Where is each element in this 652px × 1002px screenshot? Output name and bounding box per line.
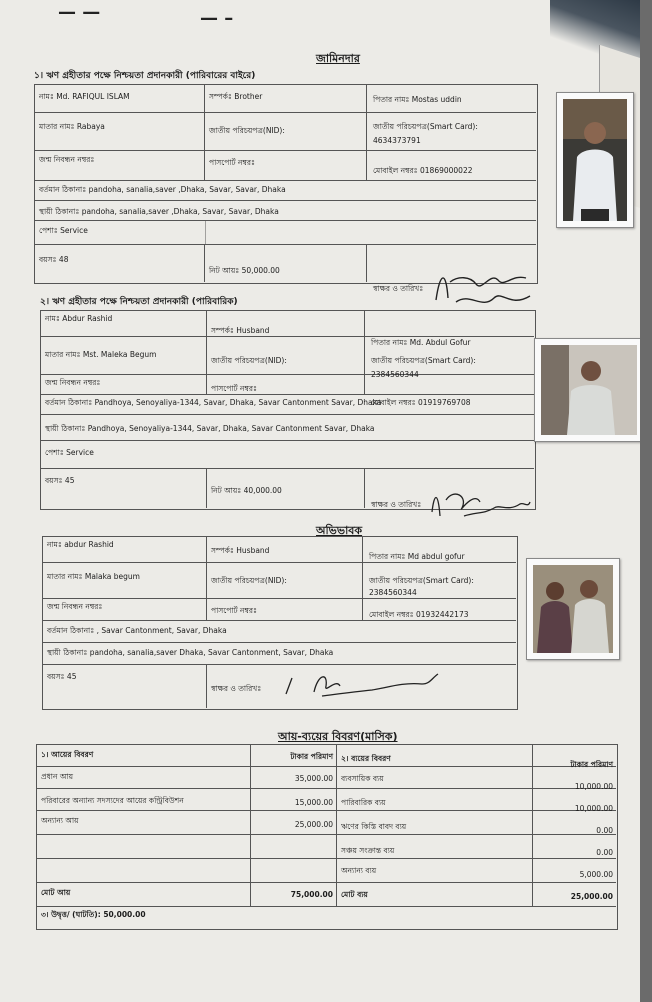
guardian-age: বয়সঃ 45 <box>47 672 77 681</box>
guarantor1-passport: পাসপোর্ট নম্বরঃ <box>209 158 255 167</box>
guarantor1-relation: সম্পর্কঃ Brother <box>209 92 263 101</box>
total-expense-label: মোট ব্যয় <box>341 890 368 899</box>
income-label: অন্যান্য আয় <box>41 816 79 825</box>
income-label: প্রধান আয় <box>41 772 74 781</box>
expense-label: পারিবারিক ব্যয় <box>341 798 386 807</box>
guardian-father: পিতার নামঃ Md abdul gofur <box>369 552 465 561</box>
income-amount: 25,000.00 <box>294 820 333 829</box>
guarantor2-name: নামঃ Abdur Rashid <box>45 314 113 323</box>
guarantor1-mobile: মোবাইল নম্বরঃ 01869000022 <box>373 166 473 175</box>
background-edge <box>550 0 640 60</box>
expense-amount: 10,000.00 <box>574 804 613 813</box>
expense-label: অন্যান্য ব্যয় <box>341 866 377 875</box>
total-expense-value: 25,000.00 <box>570 892 613 901</box>
income-amount: 15,000.00 <box>294 798 333 807</box>
guarantor1-heading: ১। ঋণ গ্রহীতার পক্ষে নিশ্চয়তা প্রদানকারী (পারিবারের বাইরে) <box>34 71 256 81</box>
guarantor2-mother: মাতার নামঃ Mst. Maleka Begum <box>45 350 157 359</box>
total-income-value: 75,000.00 <box>290 890 333 899</box>
guarantor1-age: বয়সঃ 48 <box>39 255 69 264</box>
income-label: পরিবারের অন্যান্য সদস্যদের আয়ের কন্ট্রিবিউশন <box>41 796 184 805</box>
guarantor2-age: বয়সঃ 45 <box>45 476 75 485</box>
guarantor2-passport: পাসপোর্ট নম্বরঃ <box>211 384 257 393</box>
guarantor1-net-income: নিট আয়ঃ 50,000.00 <box>209 266 280 275</box>
guarantor2-occupation: পেশাঃ Service <box>45 448 94 457</box>
guardian-smart-card: জাতীয় পরিচয়পত্র(Smart Card): <box>369 576 474 585</box>
surplus: ৩। উদ্বৃত্ত/ (ঘাটতি): 50,000.00 <box>41 910 146 919</box>
income-amount-header: টাকার পরিমাণ <box>290 752 333 761</box>
expense-amount: 0.00 <box>596 826 613 835</box>
guardian-permanent-address: স্থায়ী ঠিকানাঃ pandoha, sanalia,saver Dhaka, Savar Cantonment, Savar, Dhaka <box>47 648 334 657</box>
guarantor2-signature <box>424 482 534 522</box>
guarantor2-father: পিতার নামঃ Md. Abdul Gofur <box>371 338 471 347</box>
guardian-nid: জাতীয় পরিচয়পত্র(NID): <box>211 576 287 585</box>
guardian-photo <box>526 558 620 660</box>
guardian-name: নামঃ abdur Rashid <box>47 540 114 549</box>
guarantor2-permanent-address: স্থায়ী ঠিকানাঃ Pandhoya, Senoyaliya-1344, Savar, Dhaka, Savar Cantonment Savar, Dhaka <box>45 424 375 433</box>
guardian-passport: পাসপোর্ট নম্বরঃ <box>211 606 257 615</box>
guardian-heading: অভিভাবক <box>316 524 363 537</box>
guarantor1-table <box>34 84 538 284</box>
income-amount: 35,000.00 <box>294 774 333 783</box>
guarantor1-nid: জাতীয় পরিচয়পত্র(NID): <box>209 126 285 135</box>
expense-header: ২। ব্যয়ের বিবরণ <box>341 754 391 763</box>
guarantor1-mother: মাতার নামঃ Rabaya <box>39 122 105 131</box>
budget-heading: আয়-ব্যয়ের বিবরণ(মাসিক) <box>278 730 398 743</box>
guarantor1-sign-date: স্বাক্ষর ও তারিখঃ <box>373 284 424 293</box>
guarantor1-smart-card-no: 4634373791 <box>373 136 421 145</box>
expense-amount: 10,000.00 <box>574 782 613 791</box>
guarantor2-smart-card: জাতীয় পরিচয়পত্র(Smart Card): <box>371 356 476 365</box>
guarantor2-heading: ২। ঋণ গ্রহীতার পক্ষে নিশ্চয়তা প্রদানকারী (পারিবারিক) <box>40 297 238 307</box>
guardian-mother: মাতার নামঃ Malaka begum <box>47 572 140 581</box>
expense-amount: 5,000.00 <box>579 870 613 879</box>
expense-label: ঋণের কিস্তি বাবদ ব্যয় <box>341 822 407 831</box>
pen-mark: — – <box>200 8 234 29</box>
income-header: ১। আয়ের বিবরণ <box>41 750 94 759</box>
pen-mark: — — <box>58 2 101 23</box>
expense-label: ব্যবসায়িক ব্যয় <box>341 774 384 783</box>
guarantor2-relation: সম্পর্কঃ Husband <box>211 326 270 335</box>
guarantor2-smart-card-no: 2384560344 <box>371 370 419 379</box>
guarantor2-mobile: মোবাইল নম্বরঃ 01919769708 <box>371 398 471 407</box>
expense-amount-header: টাকার পরিমাণ <box>570 760 613 769</box>
guarantor2-present-address: বর্তমান ঠিকানাঃ Pandhoya, Senoyaliya-1344, Savar, Dhaka, Savar Cantonment Savar, Dhaka <box>45 398 382 407</box>
guardian-sign-date: স্বাক্ষর ও তারিখঃ <box>211 684 262 693</box>
guarantor1-birth-reg: জন্ম নিবন্ধন নম্বরঃ <box>39 155 95 164</box>
guarantor1-name: নামঃ Md. RAFIQUL ISLAM <box>39 92 130 101</box>
guarantor1-father: পিতার নামঃ Mostas uddin <box>373 95 462 104</box>
guarantor2-birth-reg: জন্ম নিবন্ধন নম্বরঃ <box>45 378 101 387</box>
guardian-mobile: মোবাইল নম্বরঃ 01932442173 <box>369 610 469 619</box>
guarantor1-photo <box>556 92 634 228</box>
guardian-birth-reg: জন্ম নিবন্ধন নম্বরঃ <box>47 602 103 611</box>
page-title: জামিনদার <box>316 52 360 65</box>
guarantor1-occupation: পেশাঃ Service <box>39 226 88 235</box>
guarantor2-sign-date: স্বাক্ষর ও তারিখঃ <box>371 500 422 509</box>
guardian-smart-card-no: 2384560344 <box>369 588 417 597</box>
expense-label: সঞ্চয় সংক্রান্ত ব্যয় <box>341 846 395 855</box>
guarantor2-nid: জাতীয় পরিচয়পত্র(NID): <box>211 356 287 365</box>
total-income-label: মোট আয় <box>41 888 71 897</box>
guardian-relation: সম্পর্কঃ Husband <box>211 546 270 555</box>
expense-amount: 0.00 <box>596 848 613 857</box>
guarantor1-smart-card: জাতীয় পরিচয়পত্র(Smart Card): <box>373 122 478 131</box>
guardian-present-address: বর্তমান ঠিকানাঃ , Savar Cantonment, Savar, Dhaka <box>47 626 227 635</box>
guarantor1-permanent-address: স্থায়ী ঠিকানাঃ pandoha, sanalia,saver ,Dhaka, Savar, Savar, Dhaka <box>39 207 279 216</box>
guarantor1-present-address: বর্তমান ঠিকানাঃ pandoha, sanalia,saver ,Dhaka, Savar, Savar, Dhaka <box>39 185 286 194</box>
guarantor2-photo <box>534 338 640 442</box>
guardian-signature <box>282 664 442 704</box>
guarantor2-net-income: নিট আয়ঃ 40,000.00 <box>211 486 282 495</box>
